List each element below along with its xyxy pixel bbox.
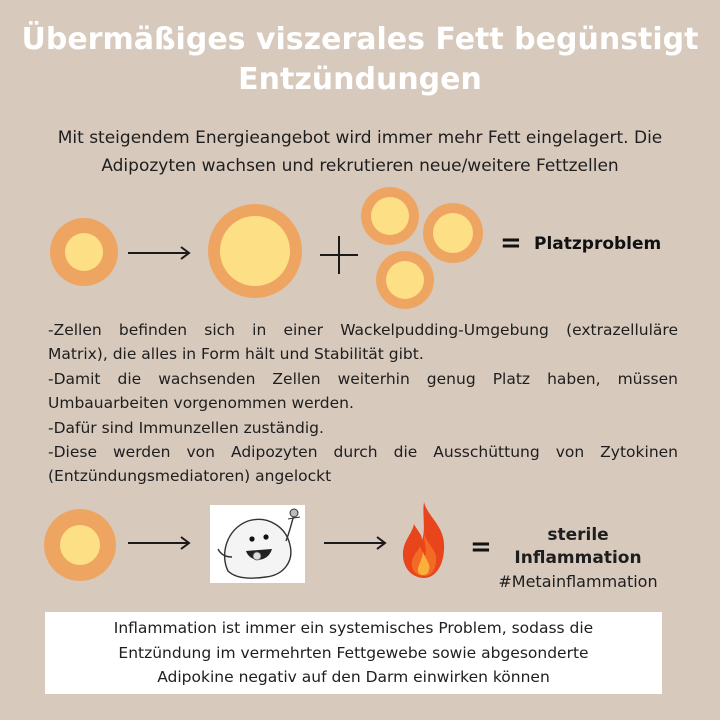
enlarged-fat-cell-icon xyxy=(208,204,302,298)
body-line: -Damit die wachsenden Zellen weiterhin genug Platz haben, müssen xyxy=(48,369,678,388)
plus-icon xyxy=(318,234,360,276)
arrow-right-icon xyxy=(128,535,192,551)
result-label-space-problem: Platzproblem xyxy=(534,234,662,254)
body-line: -Dafür sind Immunzellen zuständig. xyxy=(48,418,324,437)
title-line-2: Entzündungen xyxy=(238,62,482,97)
new-fat-cell-icon xyxy=(423,203,483,263)
summary-line-1: Inflammation ist immer ein systemisches Problem, sodass die xyxy=(113,619,594,638)
summary-line-2: Entzündung im vermehrten Fettgewebe sowie abgesonderte xyxy=(118,643,589,662)
hashtag-label: #Metainflammation xyxy=(498,572,658,591)
immune-cell-icon xyxy=(210,505,305,583)
intro-line-2: Adipozyten wachsen und rekrutieren neue/weitere Fettzellen xyxy=(101,156,619,176)
intro-line-1: Mit steigendem Energieangebot wird immer mehr Fett eingelagert. Die xyxy=(57,128,663,148)
body-line: -Zellen befinden sich in einer Wackelpudding-Umgebung (extrazelluläre xyxy=(48,321,678,339)
new-fat-cell-icon xyxy=(376,251,434,309)
equals-sign: = xyxy=(500,228,522,258)
new-fat-cell-icon xyxy=(361,187,419,245)
explanation-text xyxy=(48,318,678,489)
body-line: Matrix), die alles in Form hält und Stabilität gibt. xyxy=(48,345,424,364)
fat-cell-icon xyxy=(44,509,116,581)
body-line: (Entzündungsmediatoren) angelockt xyxy=(48,467,332,486)
result-sterile-inflammation xyxy=(488,524,668,593)
intro-text xyxy=(20,124,700,180)
flame-icon xyxy=(398,500,450,580)
title-line-1: Übermäßiges viszerales Fett begünstigt xyxy=(21,22,699,57)
immune-cell-illustration xyxy=(210,505,305,583)
result-line-1: sterile xyxy=(547,525,609,545)
summary-text xyxy=(45,616,662,689)
body-line: -Diese werden von Adipozyten durch die Ausschüttung von Zytokinen xyxy=(48,443,678,462)
result-line-2: Inflammation xyxy=(514,548,642,568)
page-title xyxy=(20,20,700,100)
arrow-right-icon xyxy=(324,535,388,551)
body-line: Umbauarbeiten vorgenommen werden. xyxy=(48,394,354,413)
small-fat-cell-icon xyxy=(50,218,118,286)
equals-sign: = xyxy=(470,532,492,562)
arrow-right-icon xyxy=(128,245,192,261)
summary-box xyxy=(45,612,662,694)
summary-line-3: Adipokine negativ auf den Darm einwirken können xyxy=(157,668,550,687)
